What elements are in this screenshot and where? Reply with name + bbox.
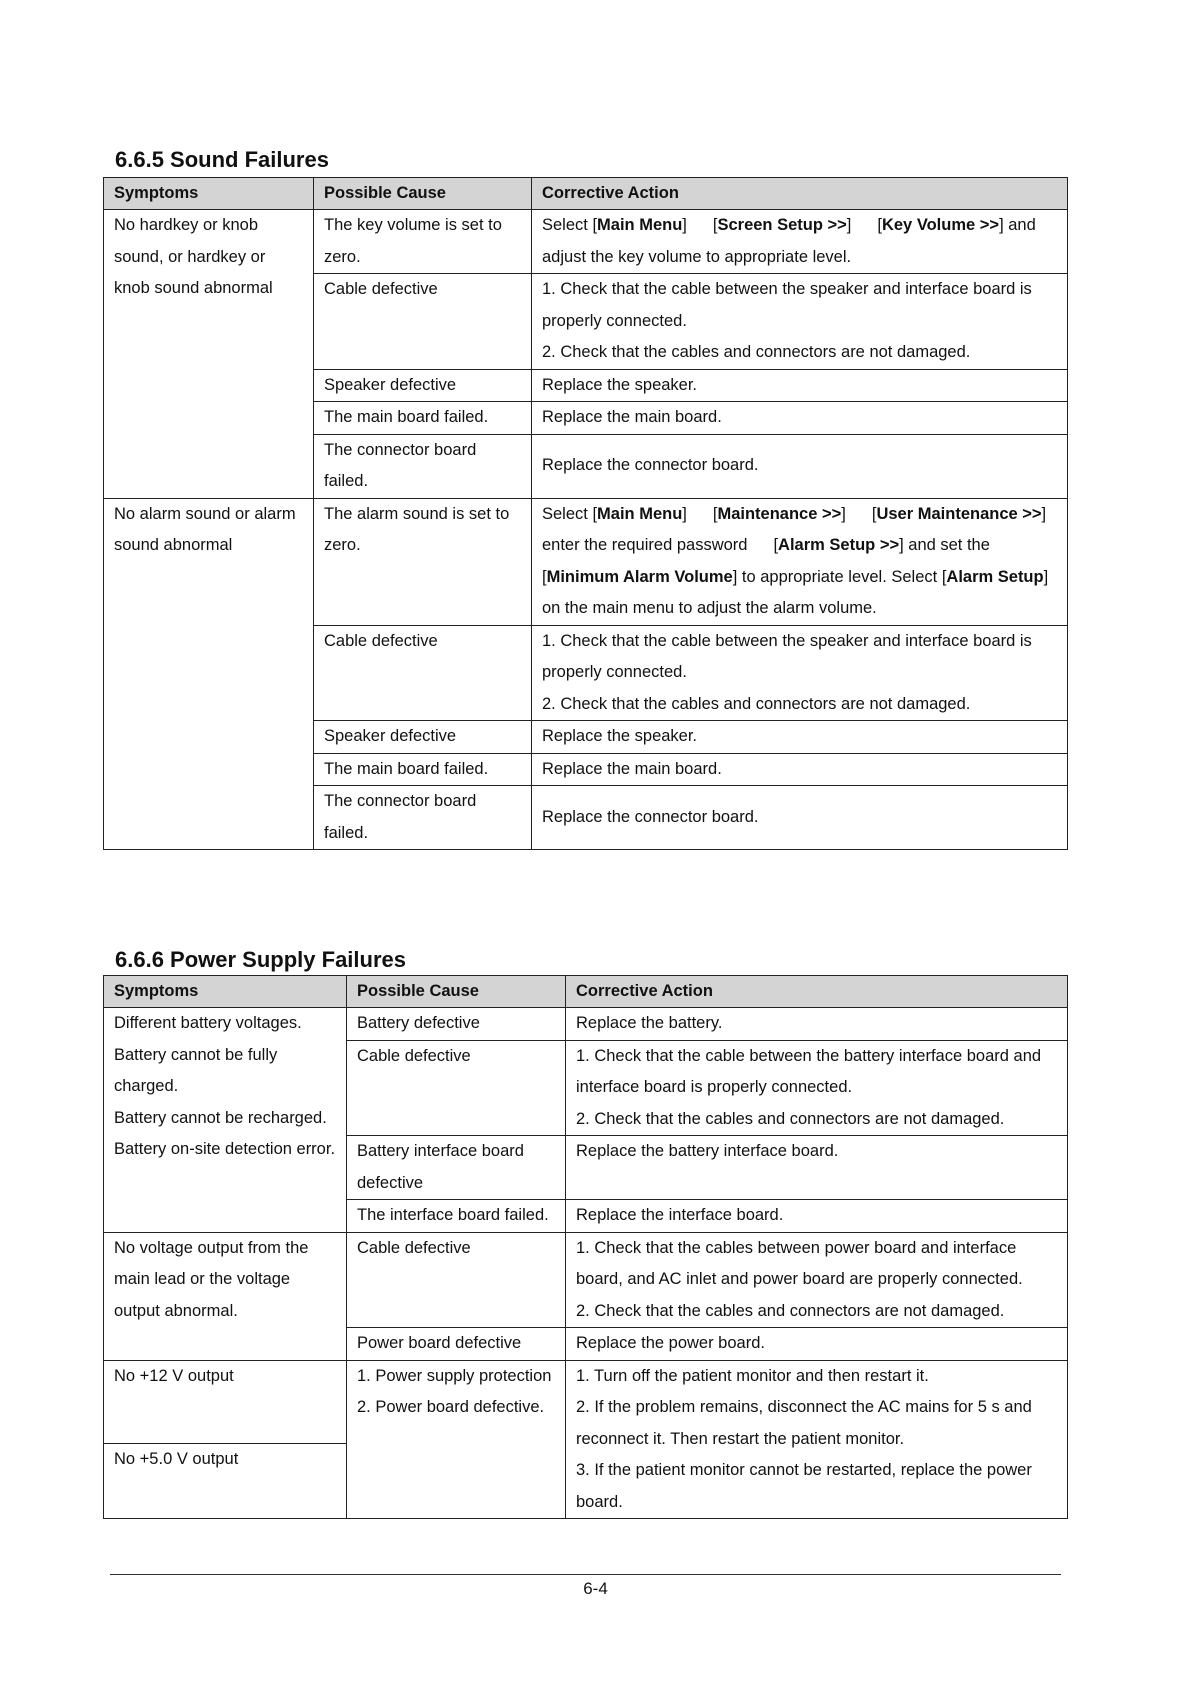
header-symptoms: Symptoms (104, 178, 314, 210)
action-cell: Replace the battery. (566, 1008, 1068, 1041)
symptom-cell: No hardkey or knob sound, or hardkey or knob sound abnormal (104, 210, 314, 499)
action-cell: Select [Main Menu] [Screen Setup >>] [Key Volume >>] and adjust the key volume to appropriate level. (532, 210, 1068, 274)
table-row (104, 1232, 1068, 1328)
symptom-cell: No +5.0 V output (104, 1443, 347, 1519)
action-cell: Replace the speaker. (532, 369, 1068, 402)
table-row (104, 210, 1068, 274)
header-corrective-action: Corrective Action (532, 178, 1068, 210)
action-cell: Replace the main board. (532, 753, 1068, 786)
symptom-cell: No +12 V output (104, 1360, 347, 1443)
cause-cell: The key volume is set to zero. (314, 210, 532, 274)
cause-cell: The main board failed. (314, 753, 532, 786)
cause-cell: Cable defective (314, 274, 532, 370)
table-row (104, 498, 1068, 625)
page-number: 6-4 (583, 1579, 608, 1598)
power-supply-failures-table (103, 975, 1068, 1519)
action-cell: 1. Check that the cable between the battery interface board and interface board is properly connected. 2. Check that the cables and connectors are not damaged. (566, 1040, 1068, 1136)
cause-cell: Cable defective (347, 1040, 566, 1136)
table-row (104, 1008, 1068, 1041)
cause-cell: The alarm sound is set to zero. (314, 498, 532, 625)
cause-cell: Speaker defective (314, 721, 532, 754)
cause-cell: Cable defective (347, 1232, 566, 1328)
symptom-cell: Different battery voltages. Battery cannot be fully charged. Battery cannot be recharged. Battery on-site detection error. (104, 1008, 347, 1233)
cause-cell: The connector board failed. (314, 786, 532, 850)
table-row (104, 1360, 1068, 1443)
table-header-row (104, 178, 1068, 210)
symptom-cell: No voltage output from the main lead or the voltage output abnormal. (104, 1232, 347, 1360)
cause-cell: Cable defective (314, 625, 532, 721)
cause-cell: 1. Power supply protection 2. Power board defective. (347, 1360, 566, 1519)
section-title-sound-failures: 6.6.5 Sound Failures (115, 147, 329, 172)
action-cell: Select [Main Menu] [Maintenance >>] [User Maintenance >>] enter the required password [Alarm Setup >>] and set the [Minimum Alarm Volume] to appropriate level. Select [Alarm Setup] on the main menu to adjust the alarm volume. (532, 498, 1068, 625)
action-cell: Replace the interface board. (566, 1200, 1068, 1233)
cause-cell: Battery defective (347, 1008, 566, 1041)
header-possible-cause: Possible Cause (314, 178, 532, 210)
table-header-row (104, 976, 1068, 1008)
header-symptoms: Symptoms (104, 976, 347, 1008)
action-cell: Replace the main board. (532, 402, 1068, 435)
action-cell: 1. Check that the cable between the speaker and interface board is properly connected. 2. Check that the cables and connectors are not damaged. (532, 274, 1068, 370)
cause-cell: Speaker defective (314, 369, 532, 402)
action-cell: 1. Check that the cables between power board and interface board, and AC inlet and power board are properly connected. 2. Check that the cables and connectors are not damaged. (566, 1232, 1068, 1328)
symptom-cell: No alarm sound or alarm sound abnormal (104, 498, 314, 850)
sound-failures-table (103, 177, 1068, 850)
action-cell: 1. Turn off the patient monitor and then restart it. 2. If the problem remains, disconnect the AC mains for 5 s and reconnect it. Then restart the patient monitor. 3. If the patient monitor cannot be restarted, replace the power board. (566, 1360, 1068, 1519)
section-title-power-supply-failures: 6.6.6 Power Supply Failures (115, 947, 406, 972)
action-cell: Replace the battery interface board. (566, 1136, 1068, 1200)
action-cell: Replace the connector board. (532, 434, 1068, 498)
cause-cell: Power board defective (347, 1328, 566, 1361)
cause-cell: The connector board failed. (314, 434, 532, 498)
action-cell: Replace the connector board. (532, 786, 1068, 850)
footer-rule (110, 1574, 1061, 1575)
cause-cell: The main board failed. (314, 402, 532, 435)
header-possible-cause: Possible Cause (347, 976, 566, 1008)
cause-cell: Battery interface board defective (347, 1136, 566, 1200)
header-corrective-action: Corrective Action (566, 976, 1068, 1008)
action-cell: Replace the power board. (566, 1328, 1068, 1361)
action-cell: 1. Check that the cable between the speaker and interface board is properly connected. 2. Check that the cables and connectors are not damaged. (532, 625, 1068, 721)
action-cell: Replace the speaker. (532, 721, 1068, 754)
cause-cell: The interface board failed. (347, 1200, 566, 1233)
